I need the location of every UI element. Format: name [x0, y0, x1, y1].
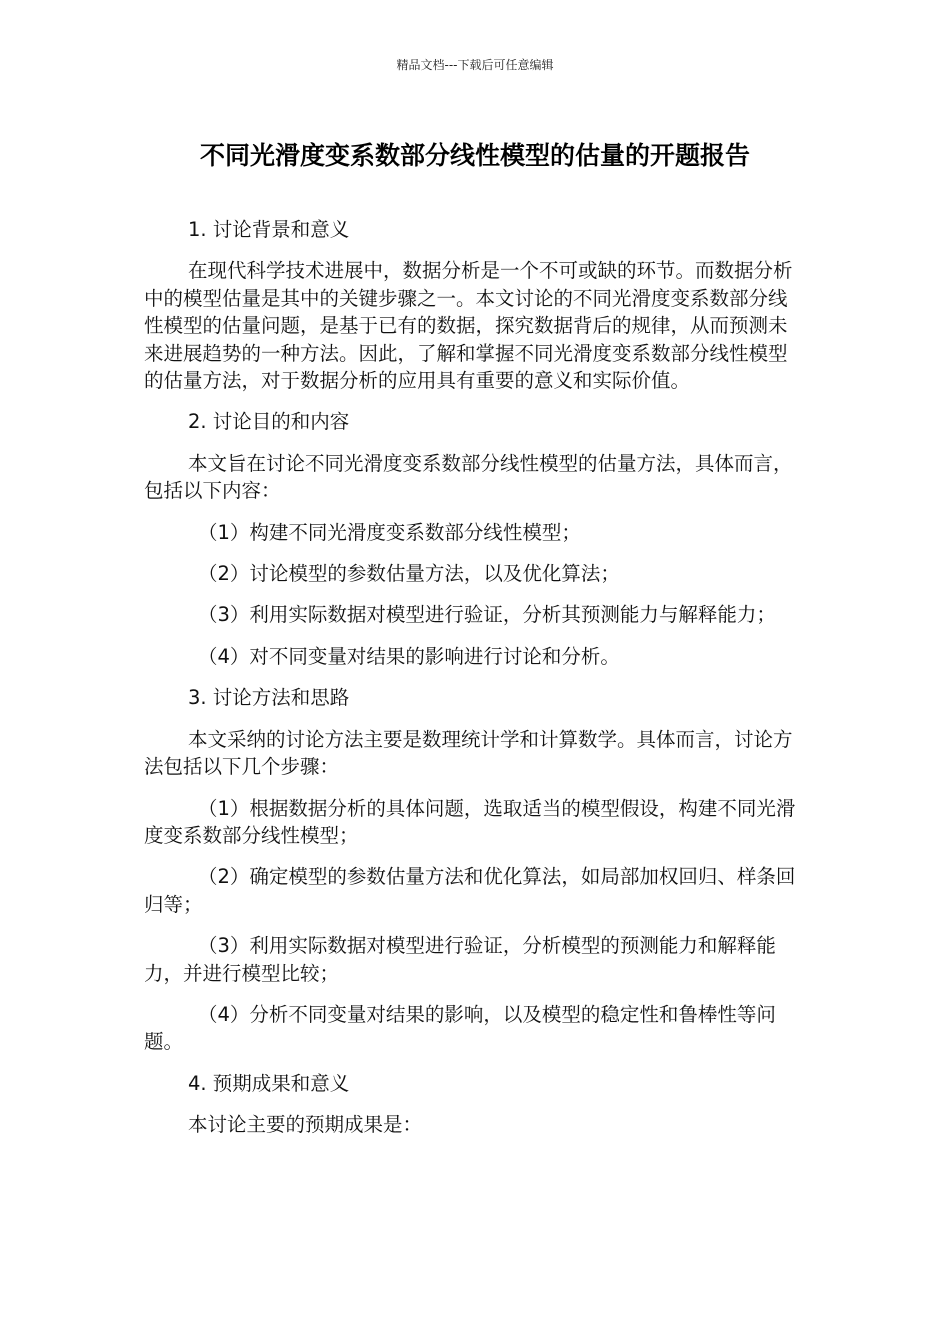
section-heading-2: 2. 讨论目的和内容: [188, 410, 350, 434]
header-note: 精品文档---下载后可任意编辑: [396, 58, 554, 72]
list-item: （4）分析不同变量对结果的影响，以及模型的稳定性和鲁棒性等问题。: [144, 1002, 776, 1054]
section-paragraph-2: 本文旨在讨论不同光滑度变系数部分线性模型的估量方法，具体而言，包括以下内容：: [144, 451, 793, 503]
section-heading-3: 3. 讨论方法和思路: [188, 686, 350, 710]
section-paragraph-1: 在现代科学技术进展中，数据分析是一个不可或缺的环节。而数据分析中的模型估量是其中的关键步骤之一。本文讨论的不同光滑度变系数部分线性模型的估量问题，是基于已有的数据，探究数据背后的规律，从而预测未来进展趋势的一种方法。因此，了解和掌握不同光滑度变系数部分线性模型的估量方法，对于数据分析的应用具有重要的意义和实际价值。: [144, 259, 793, 393]
document-title: 不同光滑度变系数部分线性模型的估量的开题报告: [199, 141, 750, 170]
list-item: （3）利用实际数据对模型进行验证，分析其预测能力与解释能力；: [198, 603, 776, 627]
section-heading-4: 4. 预期成果和意义: [188, 1071, 350, 1095]
section-paragraph-4: 本讨论主要的预期成果是：: [188, 1113, 423, 1137]
list-item: （2）确定模型的参数估量方法和优化算法，如局部加权回归、样条回归等；: [144, 865, 796, 916]
list-item: （1）根据数据分析的具体问题，选取适当的模型假设，构建不同光滑度变系数部分线性模型；: [144, 796, 796, 847]
list-item: （1）构建不同光滑度变系数部分线性模型；: [198, 520, 581, 544]
list-item: （3）利用实际数据对模型进行验证，分析模型的预测能力和解释能力，并进行模型比较；: [144, 934, 776, 985]
section-paragraph-3: 本文采纳的讨论方法主要是数理统计学和计算数学。具体而言，讨论方法包括以下几个步骤：: [144, 727, 793, 779]
list-item: （2）讨论模型的参数估量方法，以及优化算法；: [198, 562, 620, 586]
section-heading-1: 1. 讨论背景和意义: [188, 218, 350, 241]
list-item: （4）对不同变量对结果的影响进行讨论和分析。: [198, 644, 620, 668]
document-body: [144, 216, 806, 1153]
